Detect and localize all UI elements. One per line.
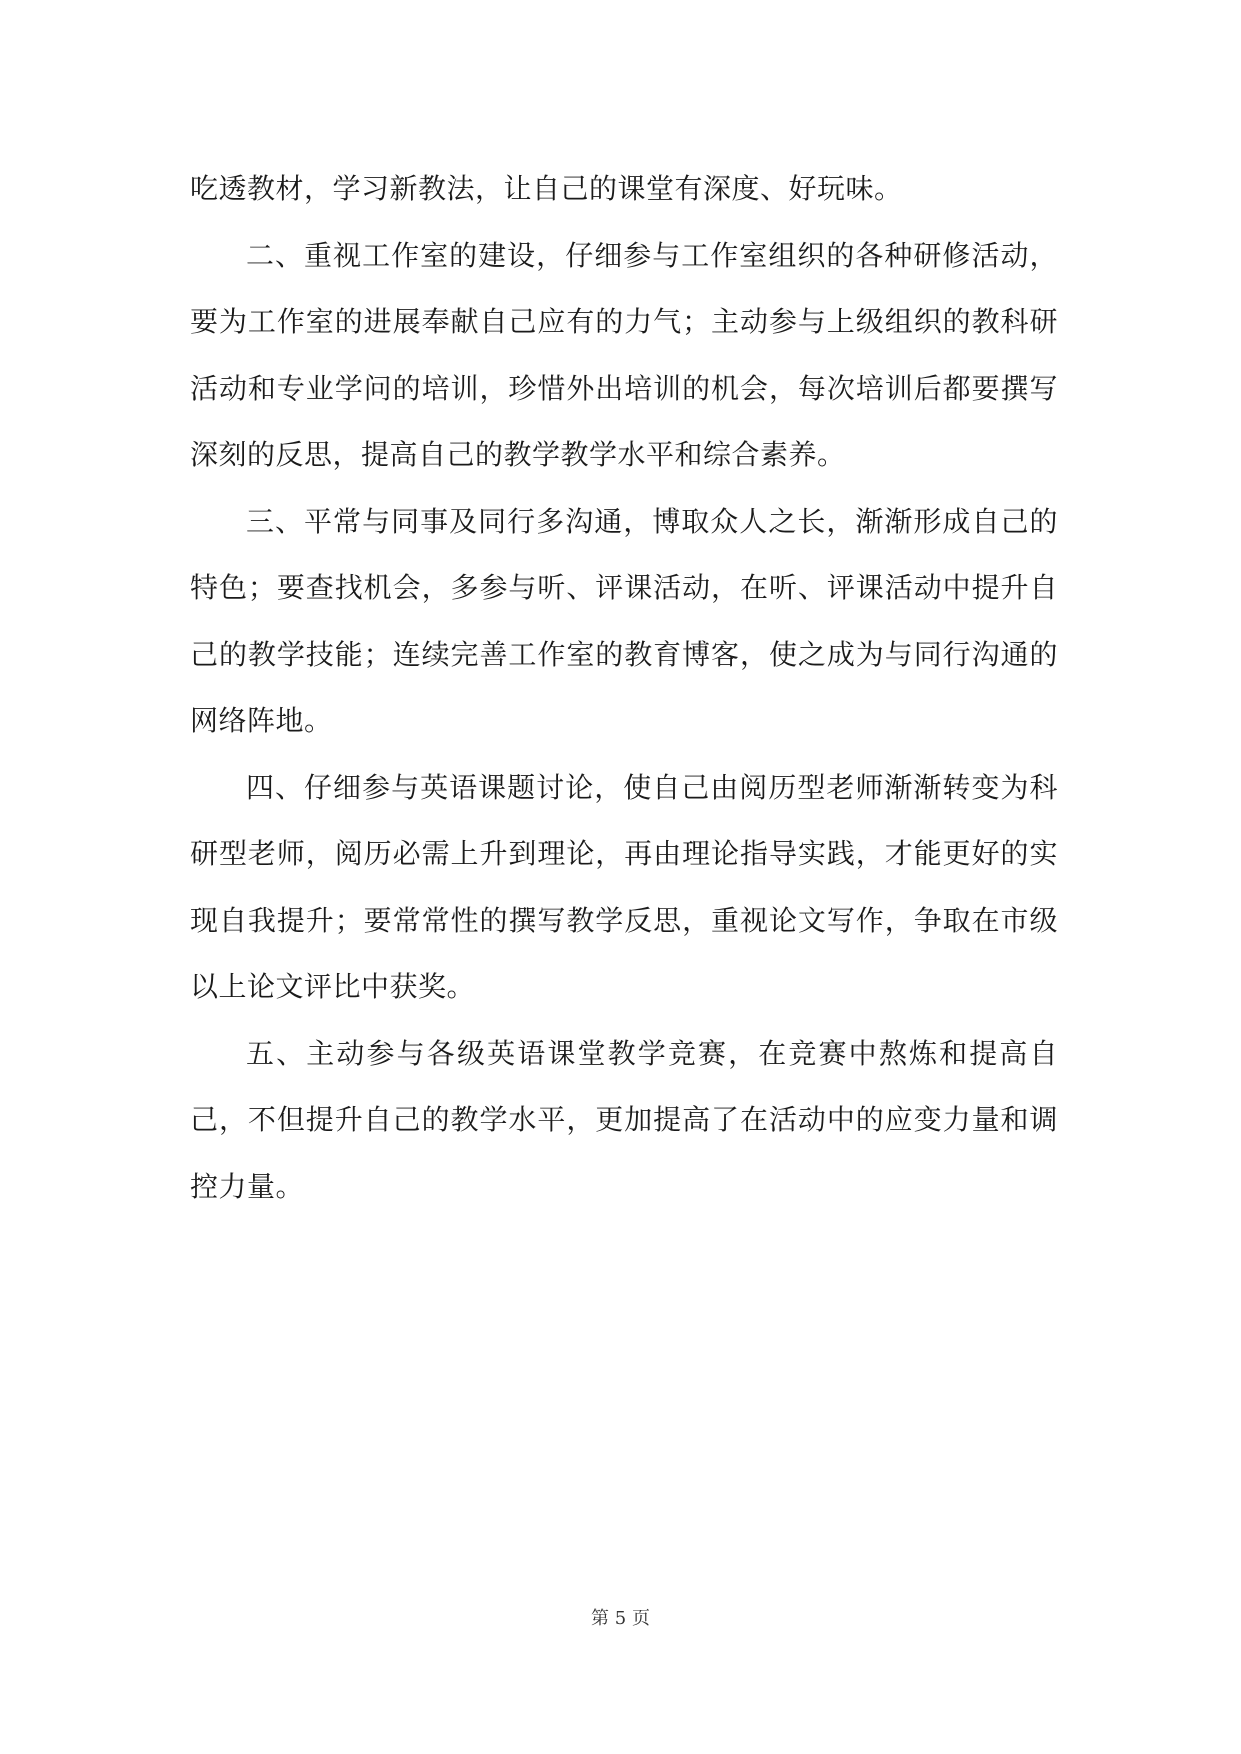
paragraph-item-2: 二、重视工作室的建设，仔细参与工作室组织的各种研修活动，要为工作室的进展奉献自己应有的力气；主动参与上级组织的教科研活动和专业学问的培训，珍惜外出培训的机会，每次培训后都要撰写深刻的反思，提高自己的教学教学水平和综合素养。 xyxy=(190,238,1058,471)
paragraph-item-5: 五、主动参与各级英语课堂教学竞赛，在竞赛中熬炼和提高自己，不但提升自己的教学水平，更加提高了在活动中的应变力量和调控力量。 xyxy=(190,1036,1058,1203)
paragraph-item-4: 四、仔细参与英语课题讨论，使自己由阅历型老师渐渐转变为科研型老师，阅历必需上升到理论，再由理论指导实践，才能更好的实现自我提升；要常常性的撰写教学反思，重视论文写作，争取在市级以上论文评比中获奖。 xyxy=(190,770,1058,1003)
paragraph-continuation: 吃透教材，学习新教法，让自己的课堂有深度、好玩味。 xyxy=(190,172,903,205)
paragraph-item-3: 三、平常与同事及同行多沟通，博取众人之长，渐渐形成自己的特色；要查找机会，多参与听、评课活动，在听、评课活动中提升自己的教学技能；连续完善工作室的教育博客，使之成为与同行沟通的网络阵地。 xyxy=(190,504,1058,737)
page-number-footer: 第 5 页 xyxy=(591,1608,650,1629)
document-body xyxy=(190,156,1058,1220)
